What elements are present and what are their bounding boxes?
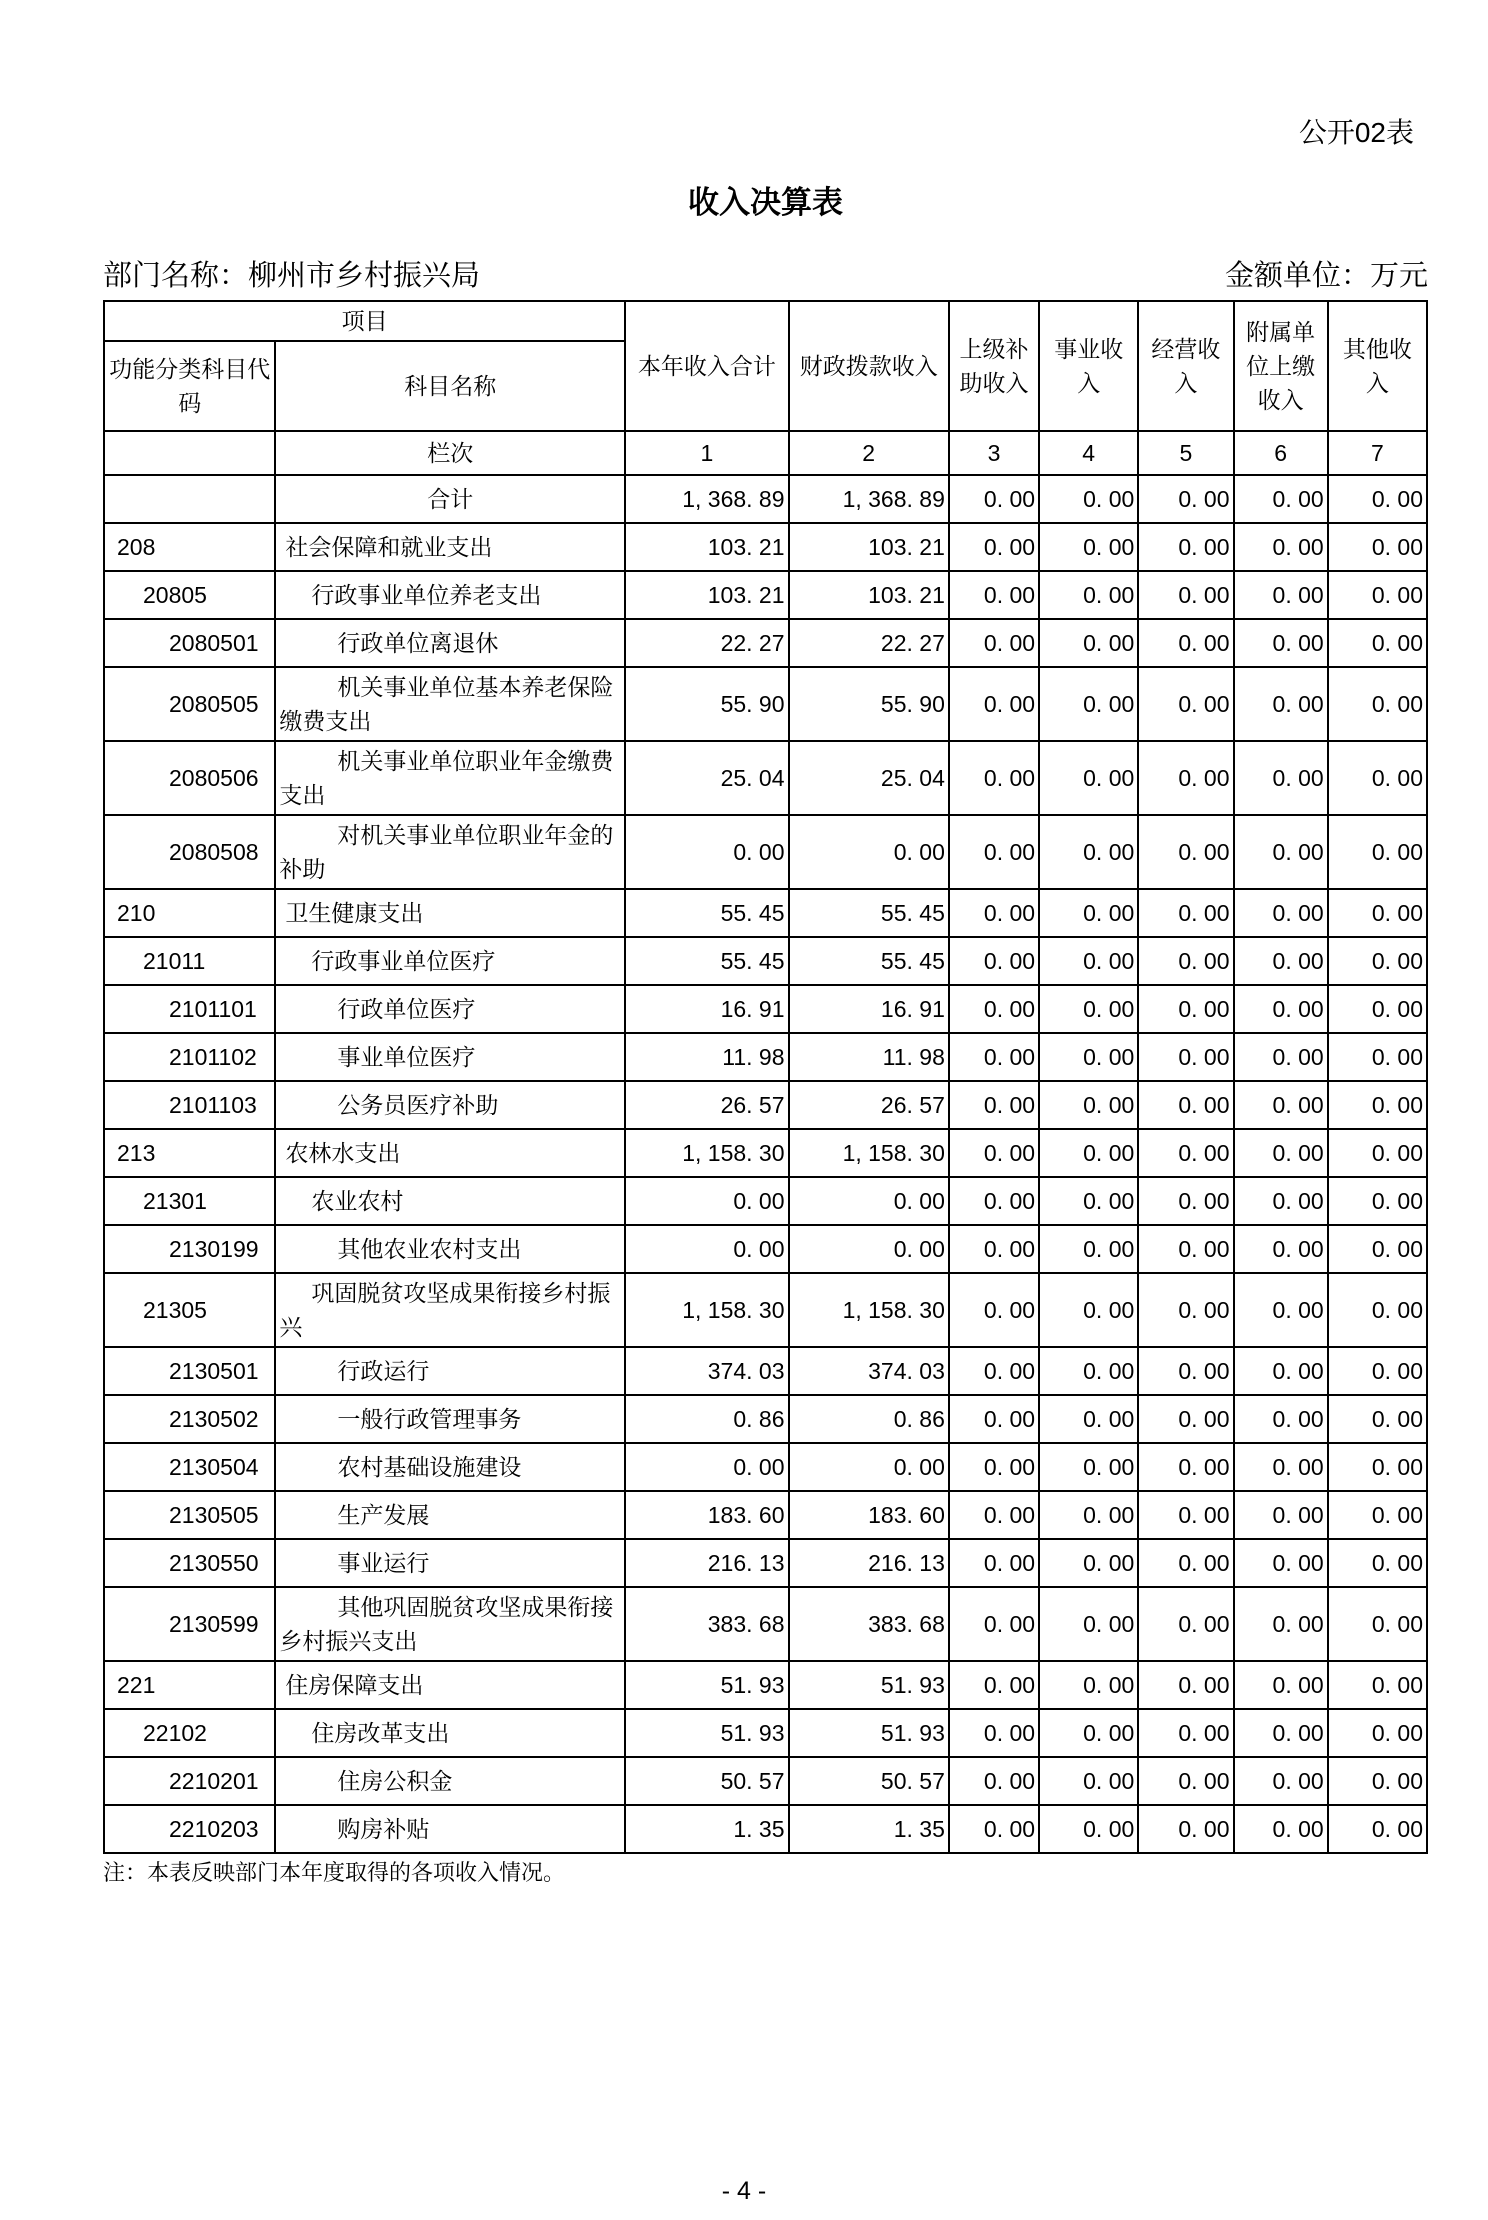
value-cell: 0. 00 (1039, 937, 1138, 985)
value-cell: 0. 00 (1328, 1177, 1427, 1225)
code-cell: 21301 (104, 1177, 275, 1225)
code-cell: 221 (104, 1661, 275, 1709)
table-row (104, 1491, 1427, 1539)
value-cell: 0. 00 (1039, 1129, 1138, 1177)
code-cell: 2080501 (104, 619, 275, 667)
value-cell: 0. 00 (1039, 1177, 1138, 1225)
page-number: - 4 - (721, 2177, 767, 2205)
value-cell: 1, 158. 30 (625, 1273, 788, 1347)
meta-row (103, 258, 1428, 294)
page-title: 收入决算表 (688, 185, 843, 220)
code-cell: 210 (104, 889, 275, 937)
value-cell: 0. 00 (1039, 523, 1138, 571)
table-row (104, 937, 1427, 985)
value-cell: 0. 00 (949, 1225, 1039, 1273)
value-cell: 0. 00 (625, 1177, 788, 1225)
lanci-number-cell: 3 (949, 431, 1039, 475)
lanci-row (104, 431, 1427, 475)
value-cell: 374. 03 (789, 1347, 949, 1395)
value-cell: 0. 00 (1039, 1033, 1138, 1081)
value-cell: 0. 00 (1039, 815, 1138, 889)
name-cell: 对机关事业单位职业年金的补助 (275, 815, 625, 889)
table-row (104, 1033, 1427, 1081)
name-cell: 事业运行 (275, 1539, 625, 1587)
value-cell: 0. 86 (789, 1395, 949, 1443)
value-cell: 0. 00 (1234, 889, 1328, 937)
value-cell: 383. 68 (625, 1587, 788, 1661)
name-cell: 农村基础设施建设 (275, 1443, 625, 1491)
value-cell: 0. 00 (949, 1033, 1039, 1081)
value-cell: 0. 00 (1039, 1225, 1138, 1273)
value-cell: 0. 00 (949, 1177, 1039, 1225)
name-cell: 机关事业单位职业年金缴费支出 (275, 741, 625, 815)
subject-header-cell: 科目名称 (275, 341, 625, 431)
value-cell: 0. 00 (1328, 1757, 1427, 1805)
code-cell (104, 475, 275, 523)
value-cell: 0. 00 (1138, 1395, 1233, 1443)
value-cell: 0. 00 (1138, 1225, 1233, 1273)
lanci-number-cell: 7 (1328, 431, 1427, 475)
value-cell: 0. 00 (1039, 741, 1138, 815)
table-body (104, 475, 1427, 1853)
lanci-number-cell: 4 (1039, 431, 1138, 475)
value-cell: 0. 00 (1234, 1395, 1328, 1443)
value-cell: 0. 00 (1039, 1347, 1138, 1395)
lanci-empty-cell (104, 431, 275, 475)
name-cell: 机关事业单位基本养老保险缴费支出 (275, 667, 625, 741)
code-cell: 2130550 (104, 1539, 275, 1587)
value-cell: 0. 00 (1138, 667, 1233, 741)
value-cell: 0. 00 (1328, 1539, 1427, 1587)
value-cell: 0. 00 (1039, 475, 1138, 523)
value-cell: 51. 93 (789, 1661, 949, 1709)
value-cell: 0. 00 (949, 1539, 1039, 1587)
value-cell: 0. 00 (1039, 1443, 1138, 1491)
code-cell: 21305 (104, 1273, 275, 1347)
value-cell: 0. 00 (1234, 619, 1328, 667)
revenue-table (103, 300, 1428, 1854)
name-cell: 行政事业单位养老支出 (275, 571, 625, 619)
name-cell: 住房改革支出 (275, 1709, 625, 1757)
table-row (104, 667, 1427, 741)
value-cell: 0. 00 (1234, 1033, 1328, 1081)
value-cell: 0. 00 (1234, 523, 1328, 571)
name-cell: 行政单位离退休 (275, 619, 625, 667)
value-cell: 103. 21 (789, 571, 949, 619)
table-row (104, 571, 1427, 619)
value-cell: 0. 00 (1328, 1587, 1427, 1661)
name-cell: 卫生健康支出 (275, 889, 625, 937)
code-cell: 20805 (104, 571, 275, 619)
value-cell: 0. 00 (1234, 1081, 1328, 1129)
value-cell: 1, 368. 89 (625, 475, 788, 523)
value-cell: 0. 00 (1234, 1177, 1328, 1225)
value-cell: 55. 90 (789, 667, 949, 741)
value-cell: 0. 00 (1234, 815, 1328, 889)
value-cell: 0. 00 (1328, 1081, 1427, 1129)
value-cell: 0. 00 (1138, 1539, 1233, 1587)
value-cell: 0. 00 (1328, 1805, 1427, 1853)
value-cell: 0. 00 (949, 523, 1039, 571)
value-cell: 0. 00 (1328, 815, 1427, 889)
value-cell: 0. 00 (1039, 1805, 1138, 1853)
value-cell: 0. 00 (1328, 741, 1427, 815)
value-cell: 0. 00 (949, 1587, 1039, 1661)
table-row (104, 1709, 1427, 1757)
code-cell: 213 (104, 1129, 275, 1177)
value-cell: 0. 00 (1138, 937, 1233, 985)
value-cell: 0. 00 (1138, 571, 1233, 619)
code-cell: 21011 (104, 937, 275, 985)
value-cell: 0. 00 (949, 1129, 1039, 1177)
value-cell: 0. 00 (949, 1273, 1039, 1347)
name-cell: 一般行政管理事务 (275, 1395, 625, 1443)
code-cell: 2101103 (104, 1081, 275, 1129)
value-cell: 0. 00 (1328, 1225, 1427, 1273)
value-cell: 0. 00 (1138, 1491, 1233, 1539)
value-cell: 0. 00 (1138, 1443, 1233, 1491)
value-cell: 0. 00 (949, 571, 1039, 619)
value-cell: 0. 00 (1328, 1273, 1427, 1347)
value-cell: 183. 60 (625, 1491, 788, 1539)
value-cell: 0. 00 (1328, 475, 1427, 523)
code-cell: 2130505 (104, 1491, 275, 1539)
column-header-superior-subsidy: 上级补助收入 (949, 301, 1039, 431)
table-row (104, 1273, 1427, 1347)
value-cell: 1, 158. 30 (789, 1273, 949, 1347)
value-cell: 0. 00 (949, 1395, 1039, 1443)
column-header-business: 事业收入 (1039, 301, 1138, 431)
value-cell: 0. 00 (1328, 1129, 1427, 1177)
value-cell: 0. 00 (1138, 1805, 1233, 1853)
code-cell: 22102 (104, 1709, 275, 1757)
value-cell: 0. 00 (1039, 1757, 1138, 1805)
value-cell: 0. 00 (1328, 1443, 1427, 1491)
value-cell: 11. 98 (625, 1033, 788, 1081)
table-row (104, 1225, 1427, 1273)
value-cell: 0. 00 (949, 741, 1039, 815)
value-cell: 0. 00 (949, 1081, 1039, 1129)
table-row (104, 1757, 1427, 1805)
value-cell: 0. 00 (1234, 571, 1328, 619)
value-cell: 0. 86 (625, 1395, 788, 1443)
value-cell: 0. 00 (949, 1661, 1039, 1709)
value-cell: 0. 00 (1328, 985, 1427, 1033)
value-cell: 1, 158. 30 (625, 1129, 788, 1177)
value-cell: 16. 91 (625, 985, 788, 1033)
name-cell: 生产发展 (275, 1491, 625, 1539)
code-cell: 2080505 (104, 667, 275, 741)
value-cell: 0. 00 (1039, 571, 1138, 619)
value-cell: 0. 00 (1039, 1395, 1138, 1443)
name-cell: 公务员医疗补助 (275, 1081, 625, 1129)
value-cell: 0. 00 (789, 1177, 949, 1225)
value-cell: 0. 00 (1234, 1587, 1328, 1661)
value-cell: 50. 57 (625, 1757, 788, 1805)
value-cell: 0. 00 (1138, 1709, 1233, 1757)
value-cell: 0. 00 (1234, 985, 1328, 1033)
table-row (104, 1129, 1427, 1177)
value-cell: 0. 00 (1039, 1661, 1138, 1709)
value-cell: 0. 00 (1138, 985, 1233, 1033)
value-cell: 0. 00 (1234, 1129, 1328, 1177)
name-cell: 社会保障和就业支出 (275, 523, 625, 571)
value-cell: 0. 00 (1039, 619, 1138, 667)
value-cell: 25. 04 (789, 741, 949, 815)
code-cell: 2130599 (104, 1587, 275, 1661)
value-cell: 0. 00 (949, 985, 1039, 1033)
name-cell: 巩固脱贫攻坚成果衔接乡村振兴 (275, 1273, 625, 1347)
value-cell: 16. 91 (789, 985, 949, 1033)
value-cell: 11. 98 (789, 1033, 949, 1081)
name-cell: 事业单位医疗 (275, 1033, 625, 1081)
doc-label: 公开02表 (1298, 117, 1414, 148)
value-cell: 0. 00 (949, 1709, 1039, 1757)
value-cell: 0. 00 (1234, 1805, 1328, 1853)
value-cell: 0. 00 (1138, 1273, 1233, 1347)
value-cell: 0. 00 (949, 1443, 1039, 1491)
project-header-cell: 项目 (104, 301, 625, 341)
table-row (104, 985, 1427, 1033)
value-cell: 0. 00 (1039, 1081, 1138, 1129)
value-cell: 0. 00 (1234, 1709, 1328, 1757)
value-cell: 22. 27 (625, 619, 788, 667)
table-row (104, 1395, 1427, 1443)
name-cell: 行政事业单位医疗 (275, 937, 625, 985)
value-cell: 0. 00 (1234, 1225, 1328, 1273)
name-cell: 其他巩固脱贫攻坚成果衔接乡村振兴支出 (275, 1587, 625, 1661)
name-cell: 农林水支出 (275, 1129, 625, 1177)
table-row (104, 741, 1427, 815)
value-cell: 0. 00 (1234, 1347, 1328, 1395)
code-cell: 2080508 (104, 815, 275, 889)
name-cell: 住房公积金 (275, 1757, 625, 1805)
value-cell: 103. 21 (625, 523, 788, 571)
value-cell: 0. 00 (1138, 1177, 1233, 1225)
code-cell: 2130501 (104, 1347, 275, 1395)
value-cell: 0. 00 (1234, 1661, 1328, 1709)
value-cell: 0. 00 (789, 815, 949, 889)
value-cell: 0. 00 (1138, 1757, 1233, 1805)
value-cell: 0. 00 (1328, 1491, 1427, 1539)
value-cell: 0. 00 (1234, 741, 1328, 815)
code-cell: 2101102 (104, 1033, 275, 1081)
value-cell: 0. 00 (949, 1805, 1039, 1853)
value-cell: 0. 00 (1138, 889, 1233, 937)
value-cell: 55. 45 (625, 889, 788, 937)
value-cell: 0. 00 (1138, 523, 1233, 571)
value-cell: 0. 00 (789, 1443, 949, 1491)
table-row (104, 815, 1427, 889)
code-cell: 208 (104, 523, 275, 571)
value-cell: 103. 21 (625, 571, 788, 619)
table-row (104, 1347, 1427, 1395)
value-cell: 0. 00 (1138, 1347, 1233, 1395)
column-header-operating: 经营收入 (1138, 301, 1233, 431)
table-row (104, 475, 1427, 523)
value-cell: 55. 45 (789, 937, 949, 985)
value-cell: 0. 00 (1039, 1709, 1138, 1757)
value-cell: 0. 00 (1138, 475, 1233, 523)
name-cell: 其他农业农村支出 (275, 1225, 625, 1273)
value-cell: 0. 00 (1328, 1661, 1427, 1709)
value-cell: 0. 00 (949, 667, 1039, 741)
value-cell: 0. 00 (949, 619, 1039, 667)
value-cell: 0. 00 (1234, 1757, 1328, 1805)
table-row (104, 1081, 1427, 1129)
column-header-other: 其他收入 (1328, 301, 1427, 431)
value-cell: 0. 00 (1138, 1587, 1233, 1661)
value-cell: 0. 00 (1234, 937, 1328, 985)
value-cell: 0. 00 (1328, 937, 1427, 985)
value-cell: 0. 00 (1039, 1587, 1138, 1661)
department-label: 部门名称：柳州市乡村振兴局 (103, 260, 481, 292)
code-cell: 2130199 (104, 1225, 275, 1273)
column-header-total: 本年收入合计 (625, 301, 788, 431)
lanci-number-cell: 2 (789, 431, 949, 475)
value-cell: 216. 13 (789, 1539, 949, 1587)
value-cell: 0. 00 (1138, 619, 1233, 667)
value-cell: 0. 00 (1039, 667, 1138, 741)
table-row (104, 619, 1427, 667)
value-cell: 0. 00 (949, 475, 1039, 523)
table-row (104, 1539, 1427, 1587)
value-cell: 0. 00 (1328, 1347, 1427, 1395)
value-cell: 55. 90 (625, 667, 788, 741)
table-row (104, 889, 1427, 937)
value-cell: 1, 368. 89 (789, 475, 949, 523)
value-cell: 0. 00 (1328, 619, 1427, 667)
table-row (104, 1177, 1427, 1225)
value-cell: 50. 57 (789, 1757, 949, 1805)
value-cell: 0. 00 (1138, 741, 1233, 815)
value-cell: 51. 93 (625, 1709, 788, 1757)
name-cell: 住房保障支出 (275, 1661, 625, 1709)
value-cell: 0. 00 (1234, 1443, 1328, 1491)
name-cell: 行政单位医疗 (275, 985, 625, 1033)
value-cell: 0. 00 (1234, 1491, 1328, 1539)
header-row-project (104, 301, 1427, 341)
value-cell: 0. 00 (1039, 1491, 1138, 1539)
name-cell: 购房补贴 (275, 1805, 625, 1853)
value-cell: 0. 00 (1328, 1033, 1427, 1081)
value-cell: 51. 93 (625, 1661, 788, 1709)
value-cell: 0. 00 (1328, 667, 1427, 741)
name-cell: 行政运行 (275, 1347, 625, 1395)
value-cell: 0. 00 (949, 889, 1039, 937)
value-cell: 0. 00 (1234, 1273, 1328, 1347)
code-cell: 2210201 (104, 1757, 275, 1805)
value-cell: 0. 00 (1328, 889, 1427, 937)
code-cell: 2210203 (104, 1805, 275, 1853)
value-cell: 51. 93 (789, 1709, 949, 1757)
value-cell: 55. 45 (789, 889, 949, 937)
value-cell: 25. 04 (625, 741, 788, 815)
value-cell: 0. 00 (1328, 571, 1427, 619)
value-cell: 0. 00 (1138, 1129, 1233, 1177)
value-cell: 0. 00 (949, 1491, 1039, 1539)
value-cell: 0. 00 (625, 1225, 788, 1273)
table-row (104, 1443, 1427, 1491)
value-cell: 383. 68 (789, 1587, 949, 1661)
value-cell: 0. 00 (1234, 1539, 1328, 1587)
value-cell: 183. 60 (789, 1491, 949, 1539)
value-cell: 55. 45 (625, 937, 788, 985)
unit-label: 金额单位：万元 (1224, 260, 1428, 292)
value-cell: 0. 00 (1138, 1081, 1233, 1129)
table-row (104, 1805, 1427, 1853)
value-cell: 0. 00 (949, 1757, 1039, 1805)
lanci-number-cell: 6 (1234, 431, 1328, 475)
value-cell: 103. 21 (789, 523, 949, 571)
code-cell: 2130502 (104, 1395, 275, 1443)
code-header-cell: 功能分类科目代码 (104, 341, 275, 431)
value-cell: 0. 00 (949, 1347, 1039, 1395)
code-cell: 2101101 (104, 985, 275, 1033)
code-cell: 2080506 (104, 741, 275, 815)
value-cell: 0. 00 (1328, 523, 1427, 571)
value-cell: 1. 35 (789, 1805, 949, 1853)
value-cell: 26. 57 (789, 1081, 949, 1129)
value-cell: 0. 00 (625, 1443, 788, 1491)
value-cell: 1. 35 (625, 1805, 788, 1853)
name-cell: 农业农村 (275, 1177, 625, 1225)
lanci-label-cell: 栏次 (275, 431, 625, 475)
value-cell: 216. 13 (625, 1539, 788, 1587)
table-note: 注：本表反映部门本年度取得的各项收入情况。 (103, 1860, 566, 1885)
value-cell: 26. 57 (625, 1081, 788, 1129)
column-header-fiscal: 财政拨款收入 (789, 301, 949, 431)
value-cell: 0. 00 (1138, 1661, 1233, 1709)
value-cell: 0. 00 (1138, 1033, 1233, 1081)
value-cell: 22. 27 (789, 619, 949, 667)
code-cell: 2130504 (104, 1443, 275, 1491)
value-cell: 0. 00 (1039, 1539, 1138, 1587)
value-cell: 0. 00 (1234, 475, 1328, 523)
table-row (104, 523, 1427, 571)
value-cell: 0. 00 (625, 815, 788, 889)
value-cell: 1, 158. 30 (789, 1129, 949, 1177)
document-content (103, 116, 1428, 1888)
value-cell: 0. 00 (1234, 667, 1328, 741)
name-cell: 合计 (275, 475, 625, 523)
column-header-affiliated: 附属单位上缴收入 (1234, 301, 1328, 431)
lanci-number-cell: 5 (1138, 431, 1233, 475)
lanci-number-cell: 1 (625, 431, 788, 475)
table-head-rows (104, 301, 1427, 475)
value-cell: 0. 00 (1328, 1709, 1427, 1757)
table-row (104, 1587, 1427, 1661)
table-row (104, 1661, 1427, 1709)
value-cell: 0. 00 (949, 937, 1039, 985)
value-cell: 0. 00 (1328, 1395, 1427, 1443)
value-cell: 374. 03 (625, 1347, 788, 1395)
document-page (0, 116, 1488, 2205)
value-cell: 0. 00 (949, 815, 1039, 889)
value-cell: 0. 00 (1138, 815, 1233, 889)
value-cell: 0. 00 (1039, 985, 1138, 1033)
value-cell: 0. 00 (789, 1225, 949, 1273)
value-cell: 0. 00 (1039, 1273, 1138, 1347)
value-cell: 0. 00 (1039, 889, 1138, 937)
